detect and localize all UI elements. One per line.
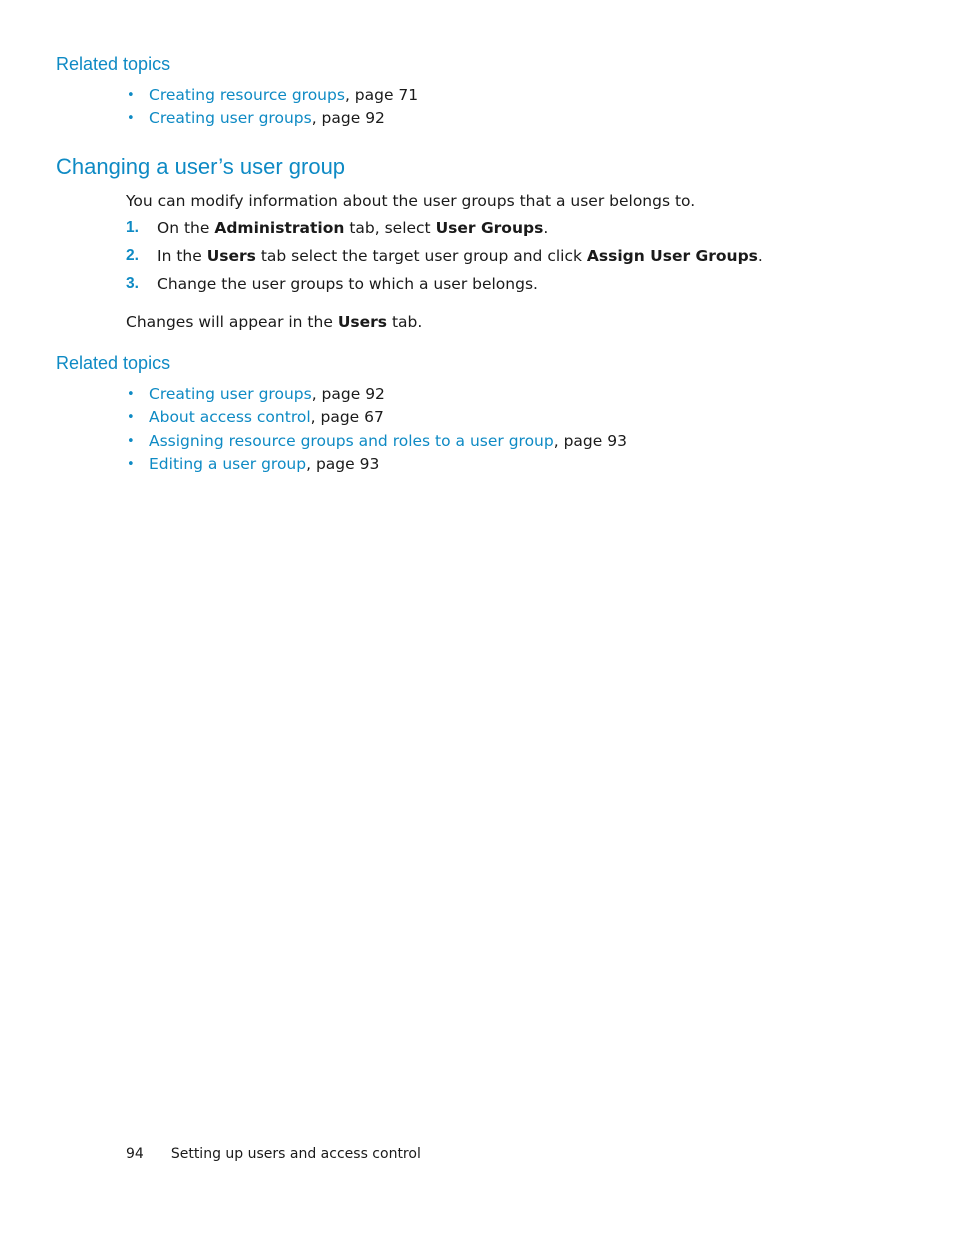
page-number: 94 xyxy=(126,1146,144,1162)
bullet-icon: • xyxy=(127,410,135,426)
list-item xyxy=(126,84,418,107)
step-item xyxy=(126,273,763,301)
list-item xyxy=(126,383,627,406)
section-intro: You can modify information about the user groups that a user belongs to. xyxy=(126,192,696,210)
page-reference: , page 93 xyxy=(553,431,627,450)
page-reference: , page 67 xyxy=(310,408,384,427)
bullet-icon: • xyxy=(127,111,135,127)
chapter-title: Setting up users and access control xyxy=(170,1146,421,1162)
page-reference: , page 93 xyxy=(306,454,380,473)
related-link-about-access-control[interactable]: About access control xyxy=(149,408,311,427)
list-item xyxy=(126,406,627,429)
step-text: In the xyxy=(157,247,207,265)
page-reference: , page 92 xyxy=(311,385,385,403)
related-topics-heading: Related topics xyxy=(56,54,171,74)
bullet-icon: • xyxy=(127,433,135,449)
page-reference: , page 71 xyxy=(344,86,419,104)
related-link-creating-user-groups[interactable]: Creating user groups xyxy=(149,109,312,128)
bullet-icon: • xyxy=(127,456,135,472)
ui-term-user-groups: User Groups xyxy=(435,219,544,237)
page-footer xyxy=(126,1145,421,1163)
list-item xyxy=(126,453,627,476)
ui-term-users: Users xyxy=(206,247,256,265)
procedure-steps xyxy=(126,217,763,301)
related-link-assigning-resource-groups[interactable]: Assigning resource groups and roles to a user group xyxy=(149,431,554,450)
ui-term-users: Users xyxy=(337,313,388,331)
bullet-icon: • xyxy=(127,387,135,402)
page-reference: , page 92 xyxy=(311,109,385,128)
step-number: 2. xyxy=(126,247,139,264)
ui-term-administration: Administration xyxy=(214,219,345,237)
step-text: . xyxy=(543,219,549,237)
step-text: On the xyxy=(157,219,215,237)
step-text: tab, select xyxy=(344,219,436,237)
bullet-icon: • xyxy=(127,88,135,103)
step-number: 3. xyxy=(126,275,139,292)
section-title: Changing a user’s user group xyxy=(56,154,346,179)
related-topics-list xyxy=(126,84,418,131)
related-link-creating-user-groups[interactable]: Creating user groups xyxy=(149,385,312,403)
related-link-creating-resource-groups[interactable]: Creating resource groups xyxy=(149,86,345,104)
list-item xyxy=(126,107,418,130)
step-item xyxy=(126,217,763,245)
step-number: 1. xyxy=(126,219,139,236)
result-note xyxy=(126,312,422,332)
step-item xyxy=(126,245,763,273)
result-text: Changes will appear in the xyxy=(126,313,338,331)
related-link-editing-user-group[interactable]: Editing a user group xyxy=(149,454,307,473)
related-topics-heading: Related topics xyxy=(56,353,171,373)
list-item xyxy=(126,430,627,453)
step-text: Change the user groups to which a user belongs. xyxy=(157,275,538,293)
ui-term-assign-user-groups: Assign User Groups xyxy=(586,247,758,265)
step-text: tab select the target user group and click xyxy=(255,247,587,265)
related-topics-list xyxy=(126,383,627,476)
result-text: tab. xyxy=(387,313,423,331)
step-text: . xyxy=(757,247,763,265)
